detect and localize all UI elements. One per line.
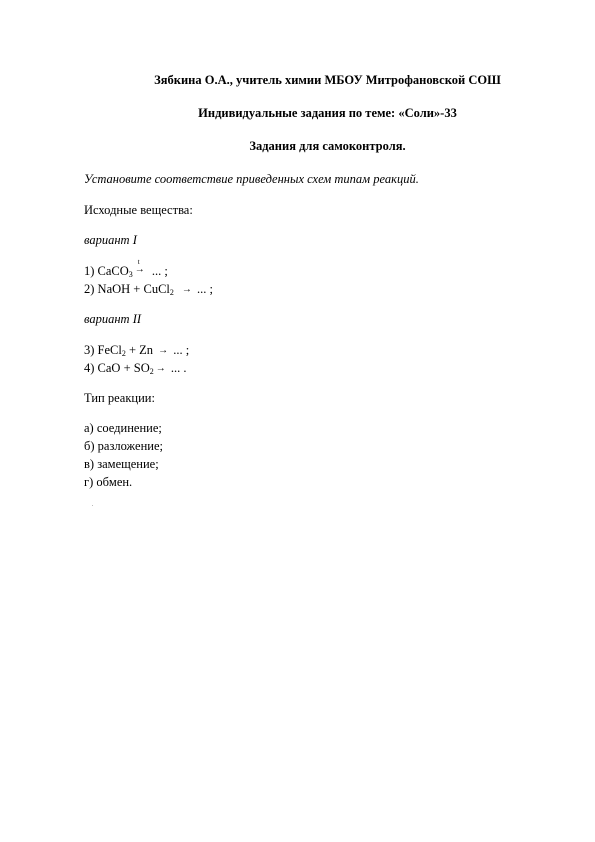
heat-symbol: t (137, 258, 140, 266)
reaction-types-label: Тип реакции: (84, 391, 155, 405)
reaction-4 (84, 361, 187, 376)
reaction-3-tail: ... ; (170, 343, 190, 357)
scan-speck (92, 505, 93, 506)
reaction-type-b: б) разложение; (84, 439, 163, 453)
reaction-2-subscript: 2 (169, 288, 174, 297)
reaction-3-subscript: 2 (121, 349, 126, 358)
variant1-label: вариант I (84, 233, 137, 247)
reaction-2-tail: ... ; (193, 282, 213, 296)
reaction-type-d: г) обмен. (84, 475, 133, 489)
reaction-1-arrow: → (134, 264, 145, 275)
reaction-3-number: 3) (84, 343, 98, 357)
reaction-1-tail: ... ; (148, 264, 168, 278)
reaction-4-tail: ... . (167, 361, 187, 375)
reaction-4-arrow: → (155, 363, 166, 374)
topic-heading: Индивидуальные задания по теме: «Соли»-33 (198, 106, 457, 120)
reaction-1-subscript: 3 (128, 270, 133, 279)
reaction-1-number: 1) (84, 264, 98, 278)
subtitle-heading: Задания для самоконтроля. (249, 139, 406, 153)
reaction-4-formula: CaO + SO (97, 361, 150, 375)
reaction-3-reagent: + Zn (125, 343, 157, 357)
reaction-4-number: 4) (84, 361, 98, 375)
reaction-3 (84, 343, 189, 358)
reaction-2 (84, 282, 213, 297)
reaction-4-subscript: 2 (149, 367, 154, 376)
author-line: Зябкина О.А., учитель химии МБОУ Митрофановской СОШ (154, 73, 501, 87)
reaction-3-arrow: → (158, 345, 169, 356)
reaction-2-number: 2) (84, 282, 98, 296)
reaction-2-formula: NaOH + CuCl (97, 282, 170, 296)
reaction-type-a: а) соединение; (84, 421, 162, 435)
variant2-label: вариант II (84, 312, 142, 326)
heat-arrow-icon (134, 258, 147, 276)
reaction-type-c: в) замещение; (84, 457, 159, 471)
reaction-1-formula: CaCO (97, 264, 129, 278)
reaction-1 (84, 258, 168, 279)
reaction-2-arrow: → (181, 284, 192, 295)
substances-label: Исходные вещества: (84, 203, 193, 217)
instruction-text: Установите соответствие приведенных схем типам реакций. (84, 172, 419, 186)
reaction-3-formula: FeCl (97, 343, 122, 357)
